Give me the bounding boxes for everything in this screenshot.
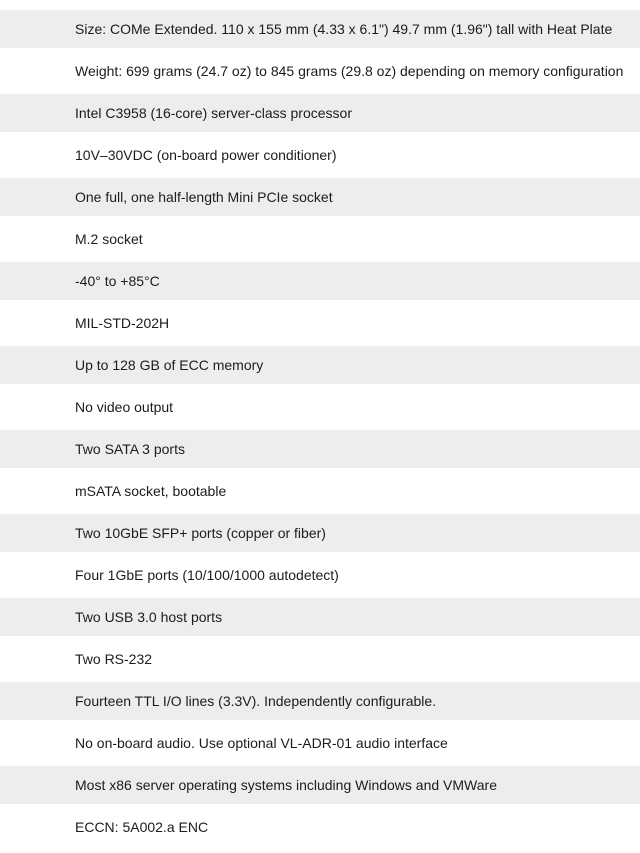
spec-row-power: 10V–30VDC (on-board power conditioner) bbox=[0, 136, 640, 174]
spec-row-audio: No on-board audio. Use optional VL-ADR-01 audio interface bbox=[0, 724, 640, 762]
spec-row-weight: Weight: 699 grams (24.7 oz) to 845 grams (29.8 oz) depending on memory configuration bbox=[0, 52, 640, 90]
spec-row-os: Most x86 server operating systems including Windows and VMWare bbox=[0, 766, 640, 804]
spec-row-mini-pcie: One full, one half-length Mini PCIe socket bbox=[0, 178, 640, 216]
spec-row-serial: Two RS-232 bbox=[0, 640, 640, 678]
spec-row-processor: Intel C3958 (16-core) server-class processor bbox=[0, 94, 640, 132]
spec-row-size: Size: COMe Extended. 110 x 155 mm (4.33 x 6.1") 49.7 mm (1.96") tall with Heat Plate bbox=[0, 10, 640, 48]
spec-row-1gbe: Four 1GbE ports (10/100/1000 autodetect) bbox=[0, 556, 640, 594]
spec-row-memory: Up to 128 GB of ECC memory bbox=[0, 346, 640, 384]
spec-row-ttl-io: Fourteen TTL I/O lines (3.3V). Independently configurable. bbox=[0, 682, 640, 720]
spec-row-eccn: ECCN: 5A002.a ENC bbox=[0, 808, 640, 846]
spec-row-usb: Two USB 3.0 host ports bbox=[0, 598, 640, 636]
spec-row-sata: Two SATA 3 ports bbox=[0, 430, 640, 468]
spec-row-mil-std: MIL-STD-202H bbox=[0, 304, 640, 342]
spec-row-10gbe: Two 10GbE SFP+ ports (copper or fiber) bbox=[0, 514, 640, 552]
spec-row-temperature: -40° to +85°C bbox=[0, 262, 640, 300]
spec-row-msata: mSATA socket, bootable bbox=[0, 472, 640, 510]
spec-row-m2-socket: M.2 socket bbox=[0, 220, 640, 258]
spec-row-video: No video output bbox=[0, 388, 640, 426]
